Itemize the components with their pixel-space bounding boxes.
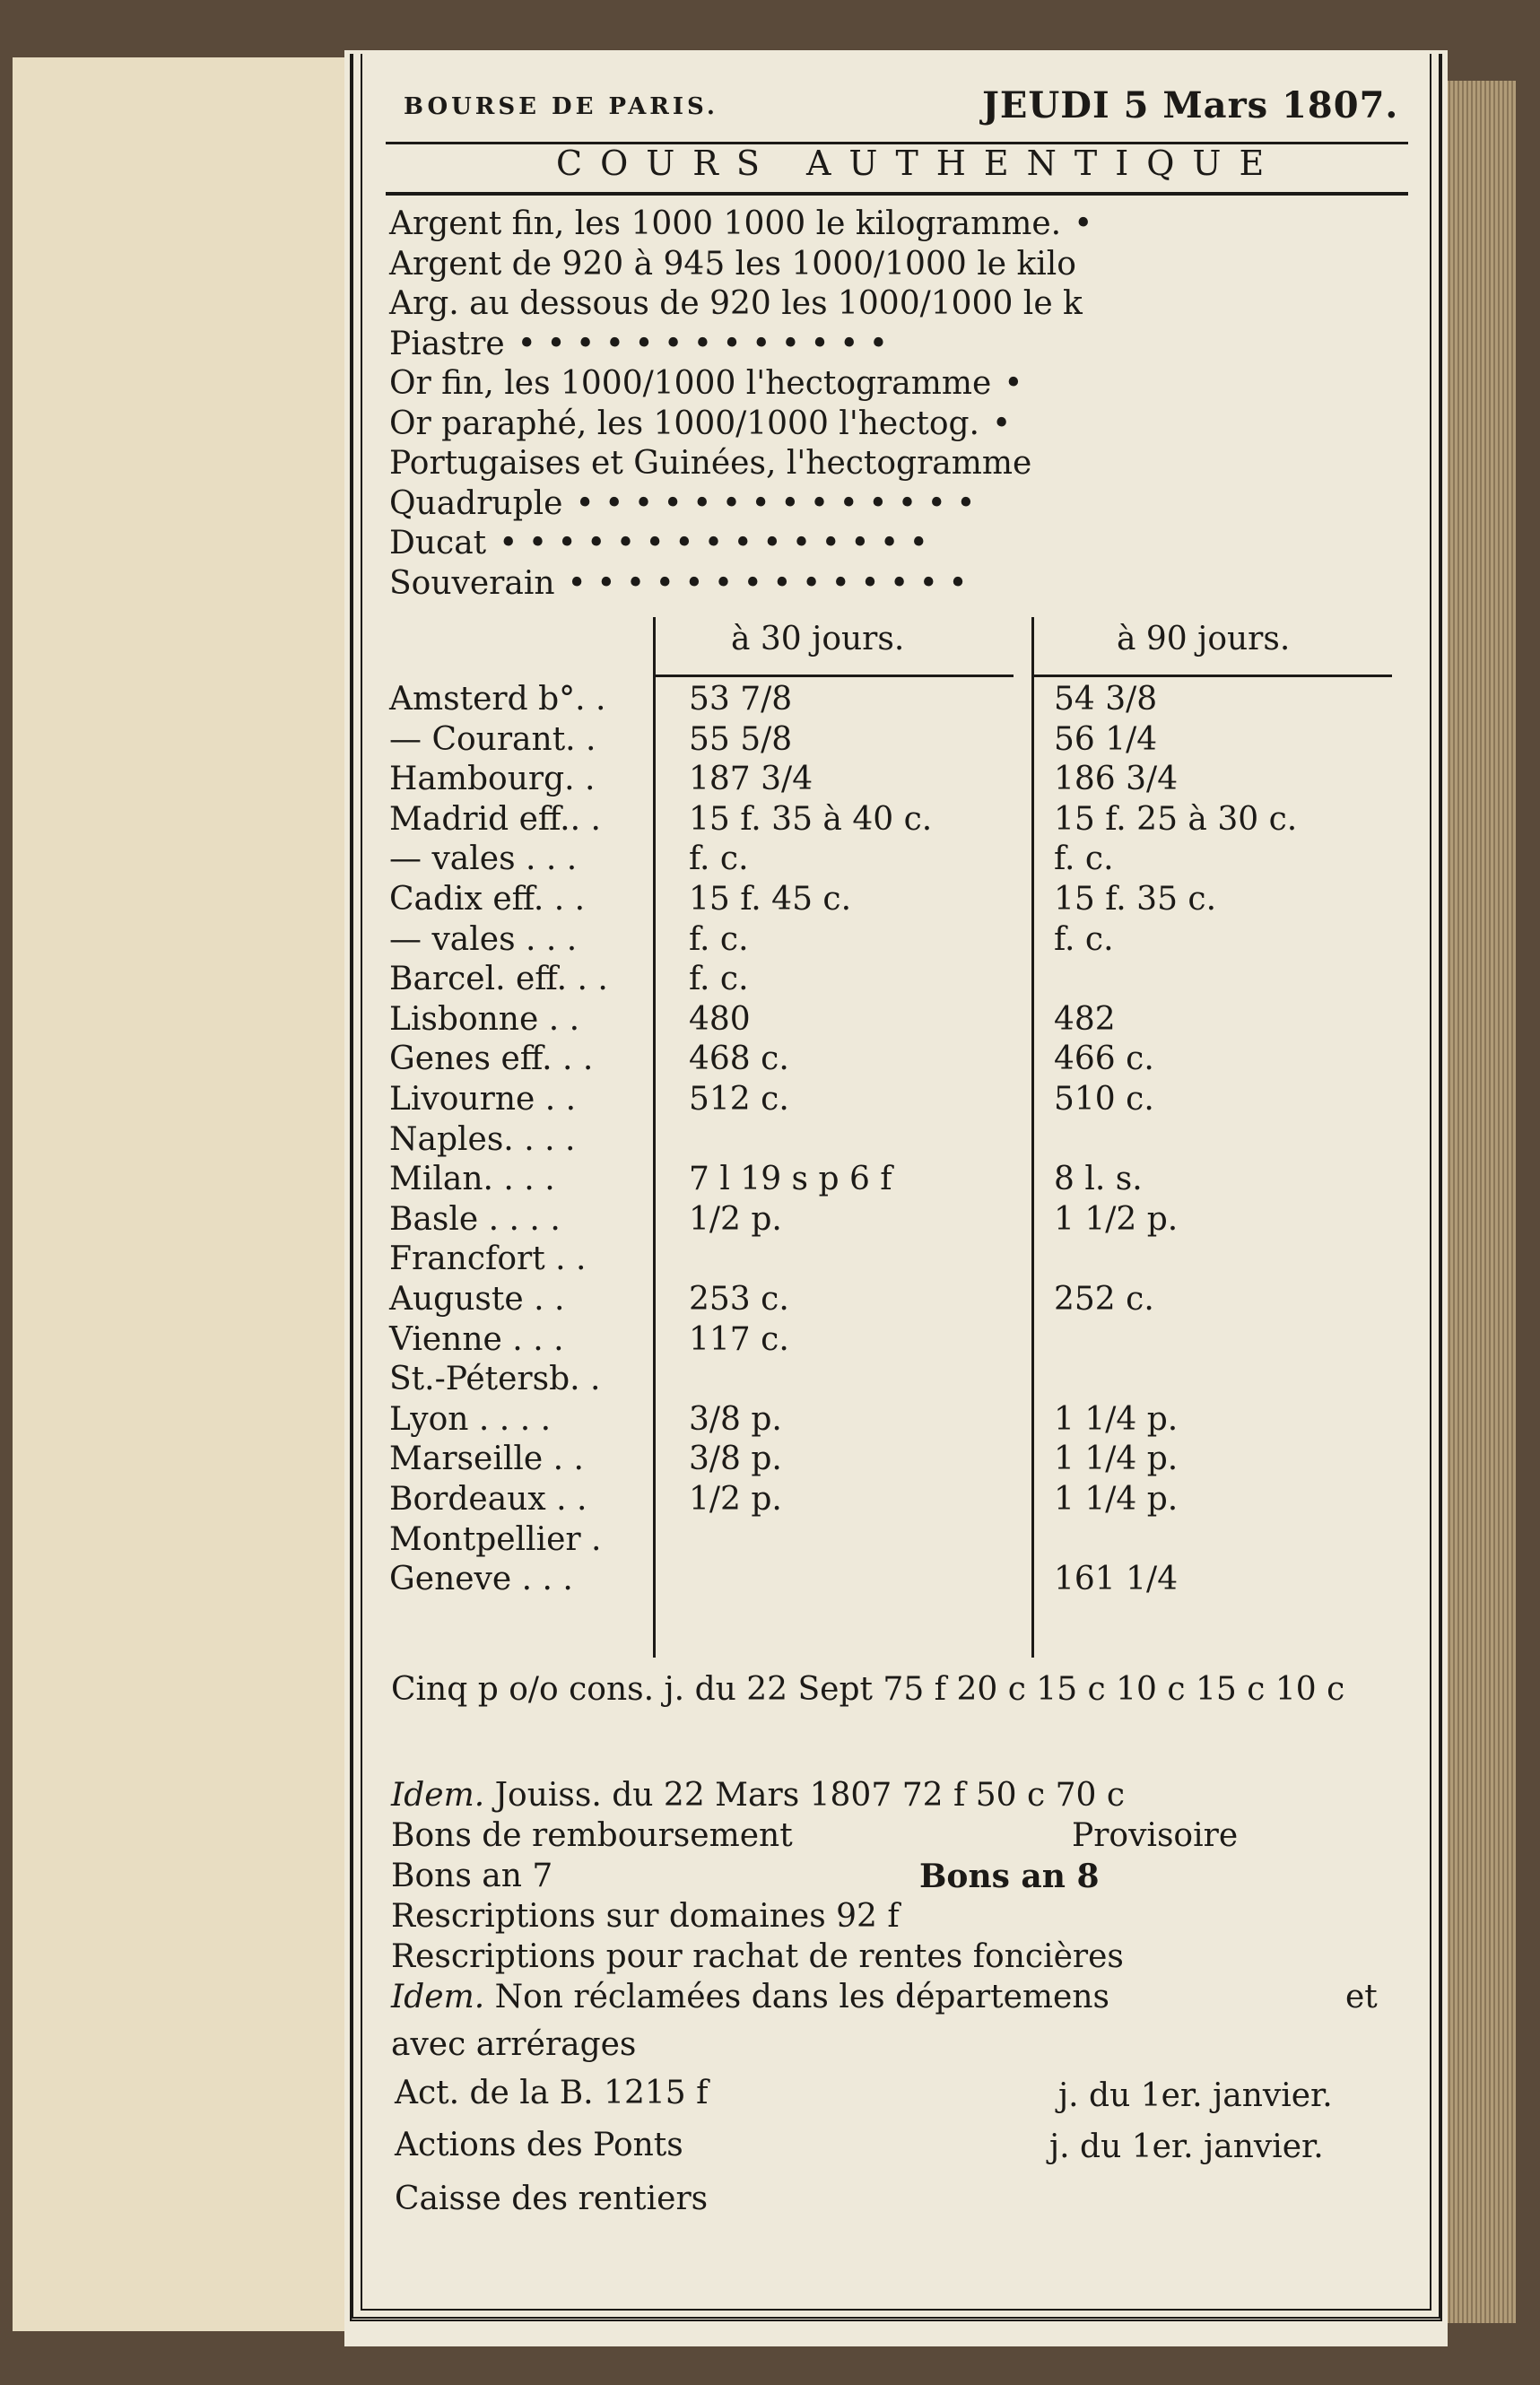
- exchange-rate-30: 15 f. 35 à 40 c.: [689, 800, 933, 838]
- metal-name: Ducat: [389, 525, 487, 561]
- exchange-rate-90: 8 l. s.: [1054, 1161, 1143, 1198]
- metal-row: [389, 364, 1023, 404]
- exchange-city: Vienne . . .: [389, 1320, 564, 1358]
- exchange-rate-90: 15 f. 25 à 30 c.: [1054, 800, 1298, 838]
- exchange-rate-90: f. c.: [1054, 920, 1114, 958]
- metal-row: [389, 325, 888, 364]
- provisoire: Provisoire: [1072, 1817, 1239, 1854]
- exchange-rate-30: 53 7/8: [689, 681, 793, 718]
- exchange-city: Lyon . . . .: [389, 1400, 552, 1438]
- exchange-city: Montpellier .: [389, 1520, 602, 1558]
- exchange-rate-90: f. c.: [1054, 840, 1114, 878]
- rule-col90: [1033, 675, 1392, 677]
- exchange-city: Madrid eff.. .: [389, 800, 601, 838]
- exchange-rate-30: 187 3/4: [689, 761, 814, 798]
- exchange-rate-30: 117 c.: [689, 1320, 789, 1358]
- exchange-city: Barcel. eff. . .: [389, 961, 608, 998]
- exchange-rate-30: 15 f. 45 c.: [689, 881, 852, 918]
- metal-row: [389, 444, 1044, 483]
- exchange-rate-90: 510 c.: [1054, 1081, 1154, 1118]
- exchange-rate-90: 161 1/4: [1054, 1561, 1179, 1598]
- bons-an-7: Bons an 7: [391, 1858, 553, 1894]
- metal-row: [389, 484, 976, 524]
- exchange-rate-30: 512 c.: [689, 1081, 789, 1118]
- idem-jouissance-text: Jouiss. du 22 Mars 1807 72 f 50 c 70 c: [494, 1777, 1125, 1814]
- exchange-rate-30: 7 l 19 s p 6 f: [689, 1161, 892, 1198]
- metal-leader-dots: • • • • • • • • • • • • •: [517, 325, 889, 362]
- exchange-city: Cadix eff. . .: [389, 881, 586, 918]
- exchange-city: Hambourg. .: [389, 761, 596, 798]
- metal-name: Argent de 920 à 945 les 1000/1000 le kilo: [389, 245, 1076, 283]
- avec-arrerages: avec arrérages: [391, 2026, 637, 2063]
- metal-name: Portugaises et Guinées, l'hectogramme: [389, 445, 1032, 482]
- idem-label: Idem.: [391, 1777, 485, 1814]
- metal-leader-dots: • • • • • • • • • • • • • •: [567, 564, 968, 602]
- exchange-rate-30: 55 5/8: [689, 720, 793, 758]
- metal-row: [389, 405, 1011, 444]
- exchange-city: Geneve . . .: [389, 1561, 573, 1598]
- column-divider-90: [1031, 617, 1034, 1658]
- exchange-rate-90: 54 3/8: [1054, 681, 1158, 718]
- idem-label-2: Idem.: [391, 1979, 485, 2015]
- masthead-date: JEUDI 5 Mars 1807.: [982, 84, 1399, 126]
- exchange-city: Marseille . .: [389, 1441, 584, 1478]
- metal-leader-dots: • • • • • • • • • • • • • •: [575, 484, 976, 522]
- exchange-rate-90: 1 1/2 p.: [1054, 1200, 1179, 1238]
- exchange-rate-90: 1 1/4 p.: [1054, 1481, 1179, 1518]
- exchange-city: Lisbonne . .: [389, 1000, 580, 1038]
- actions-ponts: Actions des Ponts: [395, 2127, 683, 2163]
- page-title: COURS AUTHENTIQUE: [556, 144, 1283, 183]
- exchange-rate-90: 482: [1054, 1000, 1116, 1038]
- metal-leader-dots: •: [992, 405, 1012, 442]
- idem-non-reclamees-text: Non réclamées dans les départemens: [494, 1979, 1110, 2015]
- metal-row: [389, 524, 928, 563]
- metal-row: [389, 284, 1095, 324]
- metal-name: Arg. au dessous de 920 les 1000/1000 le k: [389, 285, 1083, 322]
- column-divider-30: [653, 617, 656, 1658]
- exchange-rate-30: 1/2 p.: [689, 1200, 782, 1238]
- exchange-city: St.-Pétersb. .: [389, 1361, 601, 1398]
- left-facing-page: [13, 57, 347, 2331]
- exchange-rate-90: 252 c.: [1054, 1281, 1154, 1318]
- exchange-city: Auguste . .: [389, 1281, 565, 1318]
- metal-name: Souverain: [389, 564, 555, 602]
- exchange-city: Genes eff. . .: [389, 1040, 594, 1078]
- exchange-city: Bordeaux . .: [389, 1481, 587, 1518]
- caisse-rentiers: Caisse des rentiers: [395, 2180, 709, 2217]
- metal-leader-dots: •: [1004, 365, 1023, 402]
- exchange-city: Basle . . . .: [389, 1200, 561, 1238]
- col-header-90-jours: à 90 jours.: [1117, 621, 1291, 657]
- exchange-rate-90: 1 1/4 p.: [1054, 1441, 1179, 1478]
- exchange-city: — vales . . .: [389, 920, 578, 958]
- bons-an-8: Bons an 8: [919, 1858, 1100, 1895]
- exchange-rate-30: 3/8 p.: [689, 1441, 782, 1478]
- rule-title: [386, 192, 1408, 196]
- exchange-rate-30: f. c.: [689, 920, 749, 958]
- exchange-city: — Courant. .: [389, 720, 596, 758]
- exchange-rate-90: 466 c.: [1054, 1040, 1154, 1078]
- exchange-city: Milan. . . .: [389, 1161, 555, 1198]
- exchange-rate-90: 15 f. 35 c.: [1054, 881, 1217, 918]
- metal-name: Quadruple: [389, 484, 563, 522]
- exchange-city: — vales . . .: [389, 840, 578, 878]
- exchange-rate-30: f. c.: [689, 961, 749, 998]
- et-word: et: [1345, 1979, 1378, 2015]
- cinq-pour-cent: Cinq p o/o cons. j. du 22 Sept 75 f 20 c 15 c 10 c 15 c 10 c: [391, 1671, 1345, 1708]
- exchange-city: Francfort . .: [389, 1240, 587, 1278]
- exchange-rate-30: f. c.: [689, 840, 749, 878]
- idem-non-reclamees: [391, 1978, 1109, 2017]
- exchange-rate-90: 56 1/4: [1054, 720, 1158, 758]
- col-header-30-jours: à 30 jours.: [731, 621, 905, 657]
- exchange-city: Livourne . .: [389, 1081, 577, 1118]
- exchange-city: Amsterd b°. .: [389, 681, 606, 718]
- exchange-rate-30: 480: [689, 1000, 751, 1038]
- exchange-rate-30: 3/8 p.: [689, 1400, 782, 1438]
- exchange-rate-30: 468 c.: [689, 1040, 789, 1078]
- bons-remboursement: Bons de remboursement: [391, 1817, 793, 1854]
- metal-name: Piastre: [389, 325, 505, 362]
- metal-leader-dots: • • • • • • • • • • • • • • •: [499, 525, 928, 561]
- rule-col30: [655, 675, 1014, 677]
- metal-row: [389, 564, 968, 604]
- metal-row: [389, 205, 1092, 244]
- exchange-rate-30: 1/2 p.: [689, 1481, 782, 1518]
- masthead-bourse: BOURSE DE PARIS.: [404, 93, 718, 120]
- metal-name: Or fin, les 1000/1000 l'hectogramme: [389, 365, 992, 402]
- metal-name: Argent fin, les 1000 1000 le kilogramme.: [389, 205, 1062, 242]
- jouissance-banque: j. du 1er. janvier.: [1058, 2077, 1333, 2114]
- exchange-rate-30: 253 c.: [689, 1281, 789, 1318]
- exchange-city: Naples. . . .: [389, 1120, 576, 1158]
- metal-name: Or paraphé, les 1000/1000 l'hectog.: [389, 405, 980, 442]
- actions-banque: Act. de la B. 1215 f: [395, 2075, 709, 2111]
- metal-leader-dots: •: [1074, 205, 1093, 242]
- exchange-rate-90: 1 1/4 p.: [1054, 1400, 1179, 1438]
- idem-jouissance: [391, 1776, 1125, 1815]
- rescriptions-domaines: Rescriptions sur domaines 92 f: [391, 1898, 900, 1935]
- jouissance-ponts: j. du 1er. janvier.: [1049, 2128, 1324, 2165]
- exchange-rate-90: 186 3/4: [1054, 761, 1179, 798]
- metal-row: [389, 245, 1089, 284]
- rescriptions-rachat: Rescriptions pour rachat de rentes foncières: [391, 1938, 1124, 1975]
